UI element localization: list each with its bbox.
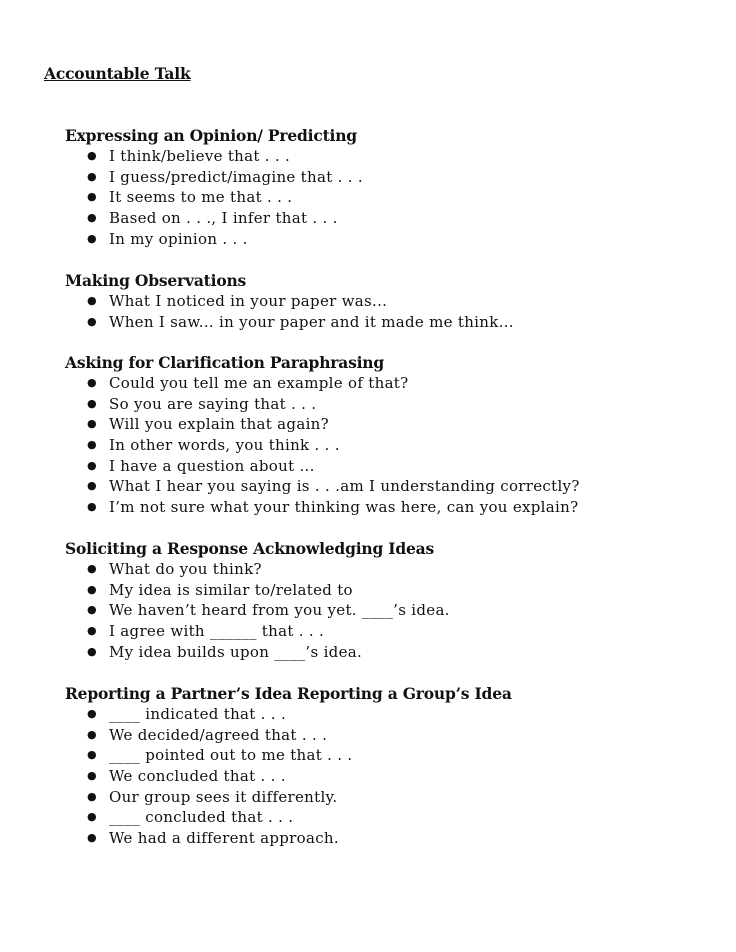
- list-item: [65, 787, 705, 808]
- bullet-icon: ●: [87, 314, 97, 328]
- bullet-icon: ●: [87, 789, 97, 803]
- list-item-text: So you are saying that . . .: [109, 394, 317, 413]
- list-item: [65, 456, 705, 477]
- list-item: [65, 146, 705, 167]
- list-item-text: When I saw... in your paper and it made me think...: [109, 312, 514, 331]
- list-item-text: Will you explain that again?: [109, 415, 329, 434]
- bullet-list: [65, 559, 705, 662]
- list-item: [65, 621, 705, 642]
- list-item-text: What do you think?: [109, 560, 262, 578]
- list-item-text: ____ pointed out to me that . . .: [109, 746, 353, 765]
- list-item: [65, 642, 705, 663]
- list-item: [65, 725, 705, 746]
- list-item: [65, 373, 705, 394]
- section-heading: Asking for Clarification Paraphrasing: [65, 353, 384, 372]
- list-item-text: ____ concluded that . . .: [109, 808, 294, 827]
- list-item: [65, 208, 705, 229]
- list-item: [65, 497, 705, 518]
- list-item: [65, 828, 705, 849]
- bullet-icon: ●: [87, 231, 97, 245]
- list-item: [65, 435, 705, 456]
- section-reporting-ideas: [65, 684, 705, 849]
- section-heading: Expressing an Opinion/ Predicting: [65, 126, 357, 145]
- list-item-text: My idea builds upon ____’s idea.: [109, 642, 363, 661]
- bullet-icon: ●: [87, 810, 97, 824]
- bullet-icon: ●: [87, 169, 97, 183]
- bullet-icon: ●: [87, 644, 97, 658]
- list-item: [65, 704, 705, 725]
- bullet-icon: ●: [87, 727, 97, 741]
- list-item: [65, 291, 705, 312]
- document-title: Accountable Talk: [44, 64, 191, 83]
- list-item: [65, 600, 705, 621]
- list-item: [65, 187, 705, 208]
- list-item: [65, 745, 705, 766]
- bullet-icon: ●: [87, 582, 97, 596]
- list-item-text: In my opinion . . .: [109, 229, 248, 248]
- list-item-text: Could you tell me an example of that?: [109, 374, 409, 392]
- list-item-text: I’m not sure what your thinking was here, can you explain?: [109, 498, 579, 517]
- bullet-icon: ●: [87, 603, 97, 617]
- bullet-icon: ●: [87, 707, 97, 720]
- section-expressing-opinion: [65, 126, 705, 249]
- list-item-text: ____ indicated that . . .: [109, 705, 287, 723]
- bullet-icon: ●: [87, 562, 97, 575]
- list-item-text: We concluded that . . .: [109, 767, 286, 786]
- bullet-icon: ●: [87, 190, 97, 204]
- list-item: [65, 312, 705, 333]
- list-item: [65, 394, 705, 415]
- list-item: [65, 167, 705, 188]
- bullet-list: [65, 291, 705, 332]
- list-item: [65, 807, 705, 828]
- bullet-icon: ●: [87, 438, 97, 452]
- bullet-icon: ●: [87, 624, 97, 638]
- bullet-icon: ●: [87, 396, 97, 410]
- list-item: [65, 766, 705, 787]
- section-heading: Making Observations: [65, 271, 247, 290]
- list-item: [65, 229, 705, 250]
- bullet-icon: ●: [87, 149, 97, 162]
- list-item: [65, 559, 705, 580]
- list-item-text: I guess/predict/imagine that . . .: [109, 167, 363, 186]
- bullet-icon: ●: [87, 211, 97, 225]
- bullet-icon: ●: [87, 294, 97, 307]
- bullet-list: [65, 373, 705, 518]
- list-item-text: I have a question about ...: [109, 456, 315, 475]
- list-item: [65, 580, 705, 601]
- section-heading: Reporting a Partner’s Idea Reporting a Group’s Idea: [65, 684, 512, 703]
- bullet-icon: ●: [87, 376, 97, 389]
- list-item-text: What I hear you saying is . . .am I understanding correctly?: [109, 477, 580, 496]
- list-item-text: I think/believe that . . .: [109, 147, 291, 165]
- bullet-list: [65, 704, 705, 849]
- list-item: [65, 414, 705, 435]
- section-making-observations: [65, 271, 705, 332]
- list-item-text: My idea is similar to/related to: [109, 580, 353, 599]
- bullet-icon: ●: [87, 748, 97, 762]
- bullet-icon: ●: [87, 479, 97, 493]
- bullet-icon: ●: [87, 769, 97, 783]
- section-heading: Soliciting a Response Acknowledging Ideas: [65, 539, 435, 558]
- section-soliciting-response: [65, 539, 705, 662]
- list-item-text: I agree with ______ that . . .: [109, 622, 325, 641]
- bullet-icon: ●: [87, 500, 97, 514]
- bullet-list: [65, 146, 705, 249]
- list-item-text: Based on . . ., I infer that . . .: [109, 209, 338, 228]
- bullet-icon: ●: [87, 417, 97, 431]
- list-item-text: It seems to me that . . .: [109, 188, 293, 207]
- bullet-icon: ●: [87, 831, 97, 845]
- list-item-text: We had a different approach.: [109, 829, 339, 848]
- list-item: [65, 476, 705, 497]
- list-item-text: Our group sees it differently.: [109, 787, 338, 806]
- list-item-text: We decided/agreed that . . .: [109, 725, 328, 744]
- list-item-text: In other words, you think . . .: [109, 436, 340, 455]
- list-item-text: We haven’t heard from you yet. ____’s idea.: [109, 601, 450, 620]
- section-asking-clarification: [65, 353, 705, 518]
- list-item-text: What I noticed in your paper was...: [109, 292, 388, 310]
- bullet-icon: ●: [87, 458, 97, 472]
